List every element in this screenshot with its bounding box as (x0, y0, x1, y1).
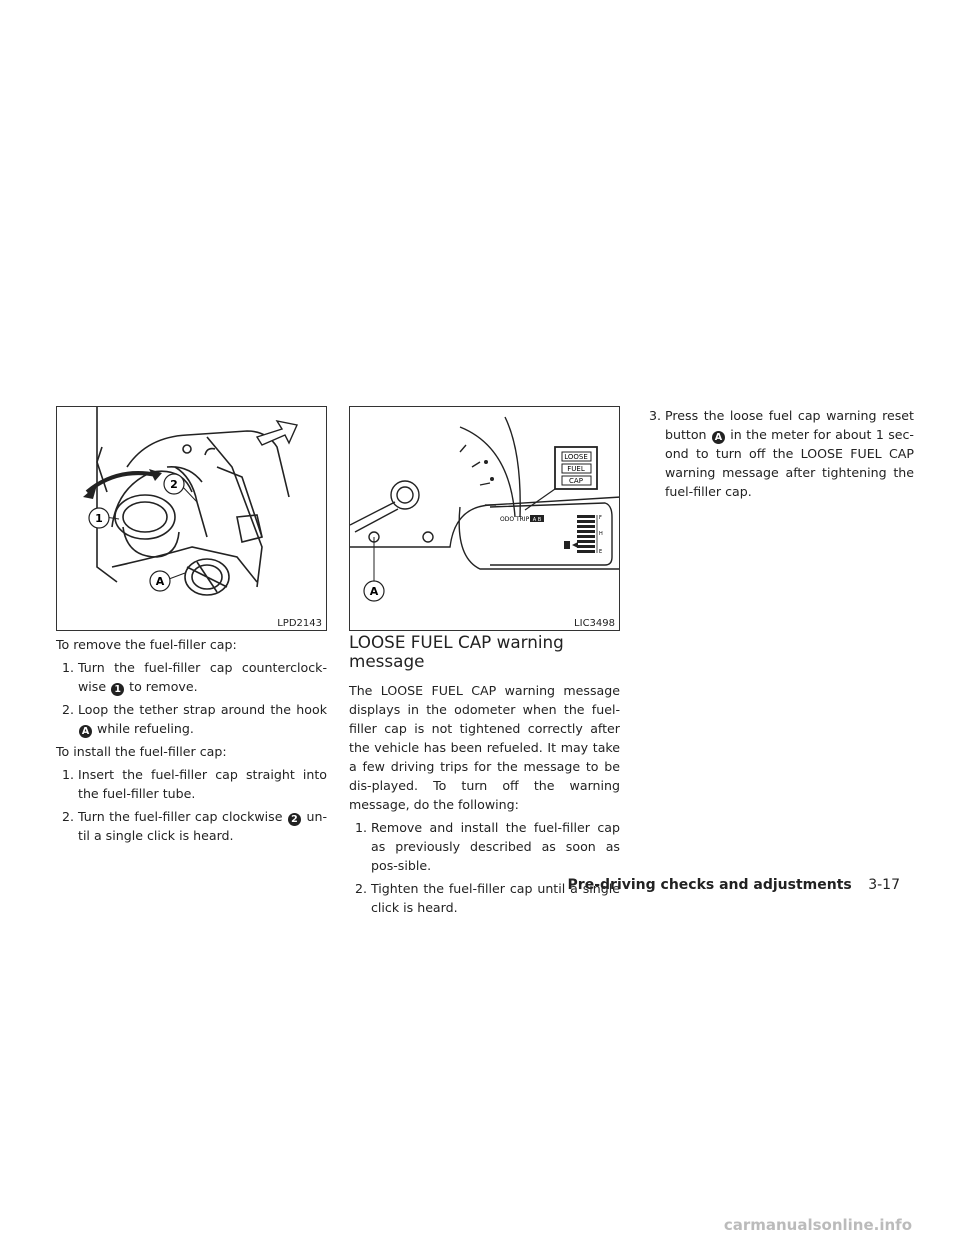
step-text-after: in the meter for about 1 sec-ond to turn off the LOOSE FUEL CAP warning message after tightening the fuel-filler cap. (665, 427, 914, 499)
watermark: carmanualsonline.info (723, 1216, 912, 1234)
step-text: Loop the tether strap around the hook (78, 702, 327, 717)
fuel-gauge-bars (577, 515, 595, 553)
badge-2: 2 (288, 813, 301, 826)
callout-2: 2 (170, 478, 178, 491)
heading-line-1: LOOSE FUEL CAP warning (349, 632, 564, 652)
left-column (56, 635, 327, 849)
page-number: 3-17 (868, 877, 900, 893)
badge-A: A (712, 431, 725, 444)
step-number: 2. (62, 809, 75, 824)
display-odo-text: ODO TRIP (500, 516, 530, 523)
display-cap-text: CAP (569, 477, 583, 485)
display-fuel-text: FUEL (567, 465, 585, 473)
heading-line-2: message (349, 651, 425, 671)
fuel-pump-icon (564, 541, 570, 549)
page-footer (568, 877, 900, 893)
step-text: Turn the fuel-filler cap clockwise (78, 809, 283, 824)
step-number: 1. (62, 767, 75, 782)
figure-meter-display (349, 406, 620, 631)
step-text: Insert the fuel-filler cap straight into the fuel-filler tube. (78, 767, 327, 801)
install-step-2 (56, 807, 327, 845)
step-text-after: while refueling. (97, 721, 194, 736)
badge-1: 1 (111, 683, 124, 696)
fuel-filler-illustration (57, 407, 327, 631)
callout-A: A (369, 585, 379, 598)
gauge-half-label: H (599, 531, 603, 537)
install-intro: To install the fuel-filler cap: (56, 744, 227, 759)
step-text: Press the loose fuel cap warning reset button (665, 408, 914, 442)
remove-step-2 (56, 700, 327, 738)
warning-paragraph: The LOOSE FUEL CAP warning message displays in the odometer when the fuel-filler cap is not tightened correctly after the vehicle has been refueled. It may take a few driving trips for the message to be dis-played. To turn off the warning message, do the following: (349, 683, 620, 812)
figure-label: LPD2143 (277, 618, 322, 629)
display-loose-text: LOOSE (564, 453, 588, 461)
callout-1: 1 (95, 512, 103, 525)
meter-illustration (350, 407, 620, 631)
remove-intro: To remove the fuel-filler cap: (56, 637, 237, 652)
install-step-1 (56, 765, 327, 803)
step-text-after: to remove. (129, 679, 198, 694)
remove-step-1 (56, 658, 327, 696)
figure-fuel-filler-cap (56, 406, 327, 631)
right-column (643, 406, 914, 505)
section-title: Pre-driving checks and adjustments (567, 877, 852, 893)
step-number: 2. (62, 702, 75, 717)
section-heading (349, 633, 620, 671)
step-number: 1. (355, 820, 368, 835)
figure-label: LIC3498 (574, 618, 615, 629)
step-text: Remove and install the fuel-filler cap as previously described as soon as pos-sible. (371, 820, 620, 873)
step-number: 1. (62, 660, 75, 675)
callout-A: A (155, 575, 165, 588)
step-text: Tighten the fuel-filler cap until a single click is heard. (371, 881, 620, 915)
warning-step-1 (349, 818, 620, 875)
badge-A: A (79, 725, 92, 738)
warning-step-3 (643, 406, 914, 501)
display-odo-badge: A B (532, 517, 542, 523)
step-number: 2. (355, 881, 368, 896)
step-text-after: un-til a single click is heard. (78, 809, 327, 843)
step-number: 3. (649, 408, 662, 423)
gauge-full-label: F (599, 515, 602, 521)
step-text: Turn the fuel-filler cap counterclock-wise (78, 660, 327, 694)
gauge-empty-label: E (599, 549, 603, 555)
